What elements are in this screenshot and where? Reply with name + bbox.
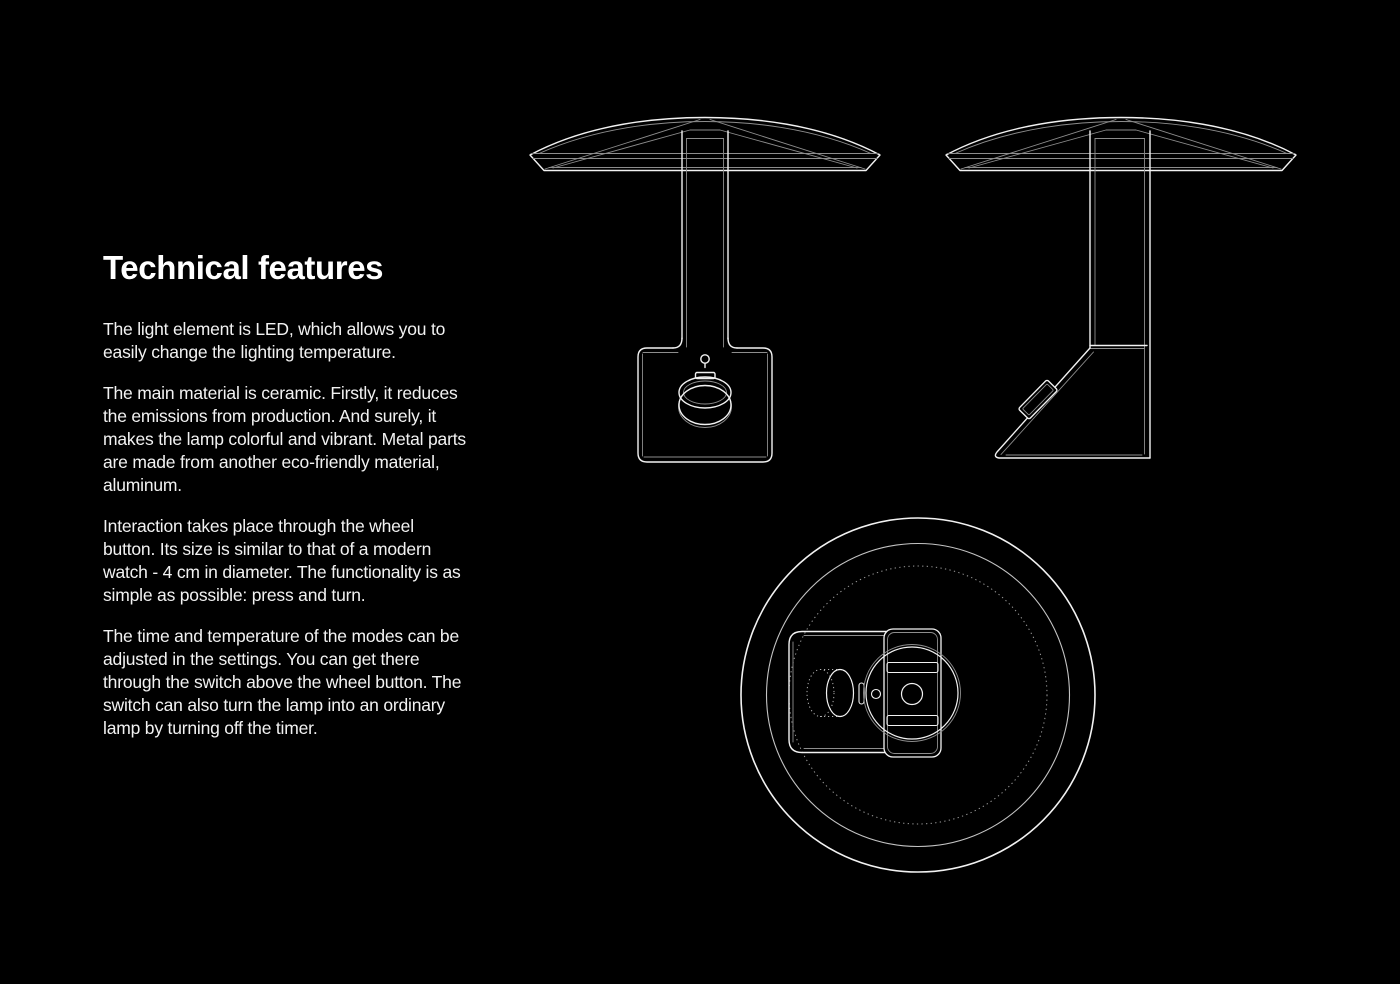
top-base xyxy=(789,632,889,753)
paragraph-line: adjusted in the settings. You can get there xyxy=(103,649,420,669)
paragraph-line: watch - 4 cm in diameter. The functionality is as xyxy=(103,562,461,582)
lamp-side-view-drawing xyxy=(930,100,1330,480)
paragraph-line: The light element is LED, which allows you to xyxy=(103,319,446,339)
lamp-front-view-drawing xyxy=(510,100,910,480)
paragraph-line: simple as possible: press and turn. xyxy=(103,585,366,605)
paragraph-line: through the switch above the wheel button. The xyxy=(103,672,462,692)
paragraph-line: Interaction takes place through the wheel xyxy=(103,516,414,536)
paragraph-line: lamp by turning off the timer. xyxy=(103,718,318,738)
paragraph-line: are made from another eco-friendly material, xyxy=(103,452,440,472)
top-power-indicator xyxy=(872,690,881,699)
paragraph-line: button. Its size is similar to that of a modern xyxy=(103,539,432,559)
side-base-wedge xyxy=(995,348,1150,458)
side-shade xyxy=(946,118,1296,171)
paragraph-line: makes the lamp colorful and vibrant. Metal parts xyxy=(103,429,466,449)
paragraph-interaction xyxy=(103,515,543,607)
paragraph-settings xyxy=(103,625,543,740)
front-power-indicator xyxy=(701,355,709,372)
front-wheel-button xyxy=(679,377,732,428)
lamp-top-view-drawing xyxy=(725,500,1115,892)
side-stem xyxy=(1090,131,1150,458)
paragraph-material xyxy=(103,382,543,497)
paragraph-led xyxy=(103,318,543,364)
paragraph-line: aluminum. xyxy=(103,475,182,495)
top-wheel-button xyxy=(807,670,854,717)
paragraph-line: The time and temperature of the modes can be xyxy=(103,626,459,646)
paragraph-line: The main material is ceramic. Firstly, it reduces xyxy=(103,383,458,403)
paragraph-line: switch can also turn the lamp into an ordinary xyxy=(103,695,445,715)
front-shade xyxy=(530,118,880,171)
front-stem xyxy=(673,131,737,348)
text-column xyxy=(103,249,543,740)
paragraph-line: the emissions from production. And surely, it xyxy=(103,406,437,426)
paragraph-line: easily change the lighting temperature. xyxy=(103,342,396,362)
page-title: Technical features xyxy=(103,249,384,286)
